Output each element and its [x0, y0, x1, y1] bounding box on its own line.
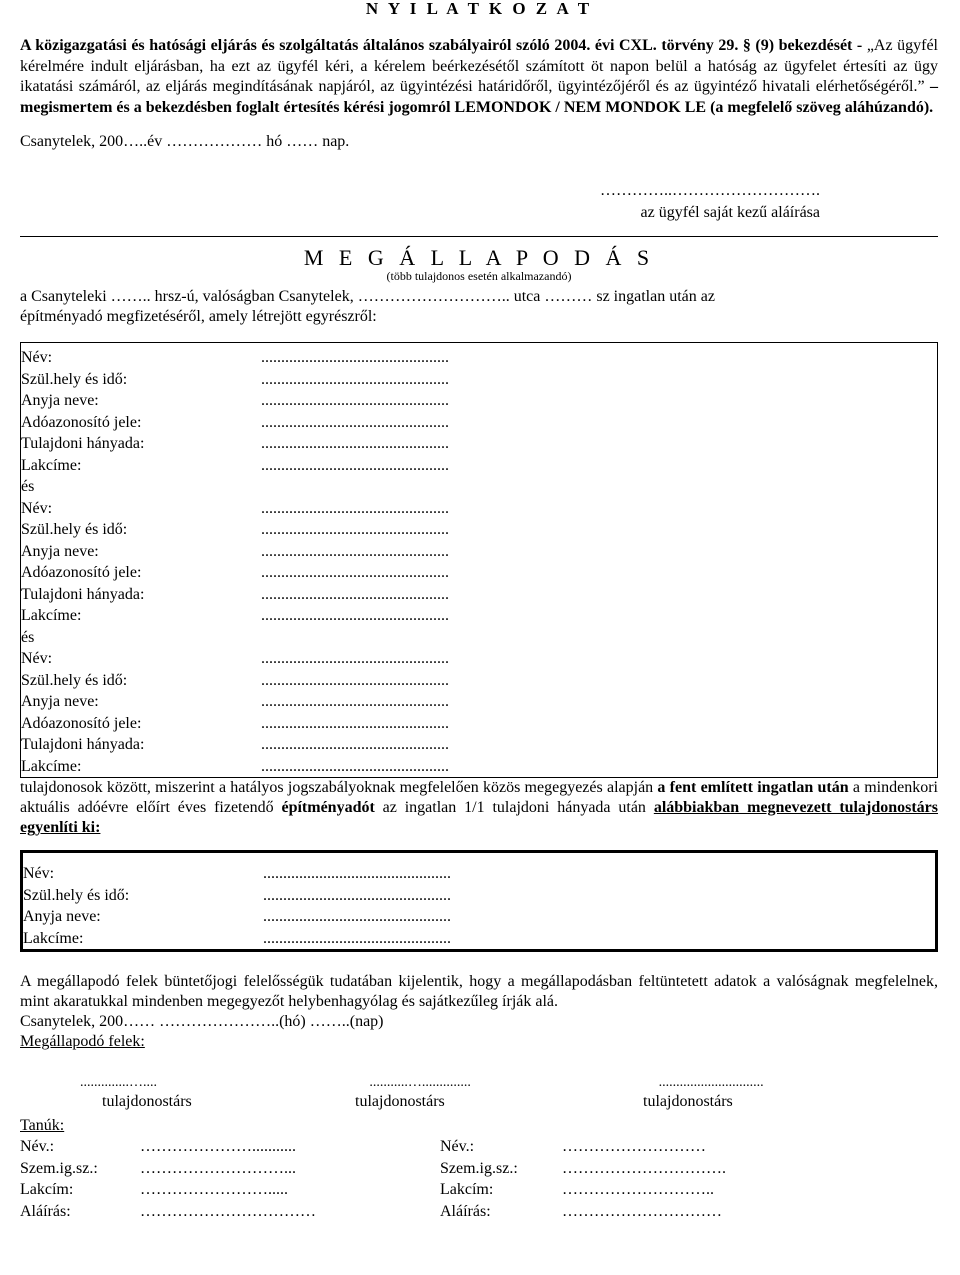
statement-quote: „Az ügyfél kérelmére indult eljárásban, ha ezt az ügyfél kéri, a kérelem beérkezésétől számított öt napon belül a hatóság az ügyfelet értesíti az ügy ikatatási számáról, az eljárás megindításának napjáról, az ügyintézési határidőről, ügyintézőjéről és az ügyintéző hivatali elérhetőségéről.”	[20, 37, 938, 95]
signature-dots: …………..……………………….	[600, 182, 820, 199]
payer-field-row	[23, 885, 935, 907]
owner-field-label: Anyja neve:	[21, 392, 99, 409]
owner-field-label: Szül.hely és idő:	[21, 521, 128, 538]
document-title: N Y I L A T K O Z A T	[365, 0, 593, 18]
owner-field-row	[21, 369, 937, 391]
owner-field-value-dots[interactable]: ...............................................	[261, 585, 449, 603]
divider	[20, 236, 938, 237]
owner-field-row	[21, 713, 937, 735]
owner-field-row	[21, 562, 937, 584]
owner-field-value-dots[interactable]: ...............................................	[261, 349, 449, 366]
owner-field-label: Név:	[21, 499, 53, 517]
party-signature-dots	[20, 1074, 938, 1092]
witness2-label: Aláírás:	[440, 1202, 491, 1220]
owner-field-label: Lakcíme:	[21, 607, 82, 624]
owner-field-label: Szül.hely és idő:	[21, 671, 128, 689]
owner-field-value-dots[interactable]: ...............................................	[261, 757, 449, 775]
owner-field-value-dots[interactable]: ...............................................	[261, 650, 449, 667]
owner-field-label: Név:	[21, 650, 53, 667]
witness1-label: Szem.ig.sz.:	[20, 1159, 98, 1177]
party-sig-label-2: tulajdonostárs	[355, 1093, 445, 1110]
date-line: Csanytelek, 200…..év ……………… hó …… nap.	[20, 133, 350, 150]
owners-text-e: az ingatlan 1/1 tulajdoni hányada után	[374, 799, 654, 816]
owner-field-value-dots[interactable]: ...............................................	[261, 413, 449, 431]
witness-row	[20, 1201, 938, 1223]
owners-list	[21, 347, 937, 777]
owner-field-row	[21, 691, 937, 713]
closing-paragraph: A megállapodó felek büntetőjogi felelősségük tudatában kijelentik, hogy a megállapodásban feltüntetett adatok a valóságnak megfelelnek, mint akaratukkal mindenben megegyezőt helybenhagyólag és sajátkezűleg írják alá.	[20, 973, 938, 1010]
closing-date: Csanytelek, 200…… …………………..(hó) ……..(nap)	[20, 1013, 384, 1030]
owner-field-label: Adóazonosító jele:	[21, 714, 142, 732]
owner-field-value-dots[interactable]: ...............................................	[261, 370, 449, 388]
witness-row	[20, 1136, 938, 1158]
owners-text-a: tulajdonosok között, miszerint a hatályos jogszabályoknak megfelelően közös megegyezés alapján	[20, 779, 658, 796]
owner-field-label: Tulajdoni hányada:	[21, 435, 145, 452]
owner-field-value-dots[interactable]: ...............................................	[261, 714, 449, 732]
owner-separator: és	[21, 478, 35, 495]
party-sig-label-1: tulajdonostárs	[102, 1093, 192, 1110]
owner-field-label: Tulajdoni hányada:	[21, 736, 145, 753]
witness-row	[20, 1179, 938, 1201]
witnesses-list	[20, 1136, 938, 1222]
owner-field-label: Név:	[21, 349, 53, 366]
owner-field-row	[21, 347, 937, 369]
witness2-label: Szem.ig.sz.:	[440, 1159, 518, 1177]
party-signature-labels	[20, 1092, 938, 1112]
owners-text-b: a fent említett ingatlan után	[657, 779, 849, 796]
payer-field-value-dots[interactable]: ...............................................	[263, 908, 451, 925]
owner-field-label: Anyja neve:	[21, 542, 99, 560]
owner-field-row	[21, 541, 937, 563]
witness2-value[interactable]: ………………………….	[562, 1159, 726, 1177]
agreement-title: M E G Á L L A P O D Á S	[303, 245, 655, 270]
payer-field-value-dots[interactable]: ...............................................	[263, 886, 451, 904]
owner-separator: és	[21, 628, 35, 646]
owner-field-row	[21, 498, 937, 520]
owner-field-label: Lakcíme:	[21, 757, 82, 775]
signature-label: az ügyfél saját kezű aláírása	[640, 204, 820, 221]
owner-field-value-dots[interactable]: ...............................................	[261, 607, 449, 624]
agreement-intro-line2: építményadó megfizetéséről, amely létrejött egyrészről:	[20, 308, 377, 325]
witness1-value[interactable]: …………………...........	[140, 1138, 296, 1155]
party-sig-label-3: tulajdonostárs	[643, 1093, 733, 1110]
owner-field-value-dots[interactable]: ...............................................	[261, 521, 449, 538]
owner-field-row	[21, 455, 937, 477]
owner-field-label: Szül.hely és idő:	[21, 370, 128, 388]
owner-field-row	[21, 648, 937, 670]
owner-field-label: Adóazonosító jele:	[21, 413, 142, 431]
owner-field-label: Lakcíme:	[21, 456, 82, 474]
owner-field-label: Adóazonosító jele:	[21, 564, 142, 581]
owner-field-value-dots[interactable]: ...............................................	[261, 693, 449, 710]
party-sig-dots-2: ...........…..............	[369, 1075, 471, 1090]
owner-field-value-dots[interactable]: ...............................................	[261, 564, 449, 581]
payer-field-row	[23, 863, 935, 885]
payer-field-row	[23, 906, 935, 928]
witness1-value[interactable]: ……………………………	[140, 1202, 316, 1220]
payer-field-label: Anyja neve:	[23, 908, 101, 925]
payer-field-value-dots[interactable]: ...............................................	[263, 929, 451, 947]
owner-field-row	[21, 433, 937, 455]
payer-field-label: Név:	[23, 865, 55, 882]
statement-part2: – megismertem és a bekezdésben foglalt értesítés kérési jogomról LEMONDOK / NEM MONDOK LE (a megfelelő szöveg aláhúzandó).	[20, 78, 939, 116]
witness1-label: Aláírás:	[20, 1202, 71, 1220]
owner-field-value-dots[interactable]: ...............................................	[261, 542, 449, 560]
statement-paragraph	[20, 36, 938, 118]
witnesses-label: Tanúk:	[20, 1117, 65, 1134]
owners-text-d: építményadót	[281, 799, 375, 816]
owner-field-value-dots[interactable]: ...............................................	[261, 671, 449, 689]
statement-part1: A közigazgatási és hatósági eljárás és szolgáltatás általános szabályairól szóló 2004. évi CXL. törvény 29. § (9) bekezdését -	[20, 37, 867, 54]
owner-field-value-dots[interactable]: ...............................................	[261, 392, 449, 409]
witness2-value[interactable]: ………………………	[562, 1138, 706, 1155]
owners-text-f: alábbiakban megnevezett tulajdonostárs egyenlíti ki:	[20, 799, 939, 836]
party-sig-dots-1: ..............…....	[80, 1075, 157, 1090]
witness1-value[interactable]: …………………….....	[140, 1181, 288, 1198]
agreement-subtitle: (több tulajdonos esetén alkalmazandó)	[386, 269, 572, 283]
witness1-label: Név.:	[20, 1138, 55, 1155]
witness2-label: Név.:	[440, 1138, 475, 1155]
owner-field-row	[21, 605, 937, 627]
owner-field-row	[21, 584, 937, 606]
owner-field-value-dots[interactable]: ...............................................	[261, 435, 449, 452]
witness2-value[interactable]: ………………………..	[562, 1181, 714, 1198]
owners-text-c: a mindenkori aktuális adóévre előírt éves fizetendő	[20, 779, 938, 816]
owner-field-row	[21, 412, 937, 434]
owner-field-row	[21, 390, 937, 412]
witness-row	[20, 1158, 938, 1180]
owner-field-value-dots[interactable]: ...............................................	[261, 736, 449, 753]
owner-field-row	[21, 734, 937, 756]
owners-paragraph	[20, 778, 938, 838]
agreement-intro-line1: a Csanyteleki …….. hrsz-ú, valóságban Csanytelek, ……………………….. utca ……… sz ingatlan után az	[20, 288, 715, 305]
owners-box	[20, 342, 938, 778]
payer-list	[23, 863, 935, 949]
witness1-label: Lakcím:	[20, 1181, 74, 1198]
owner-field-row	[21, 519, 937, 541]
witness2-label: Lakcím:	[440, 1181, 494, 1198]
payer-box	[20, 850, 938, 952]
party-sig-dots-3: ..............................	[658, 1075, 764, 1090]
owner-field-value-dots[interactable]: ...............................................	[261, 456, 449, 474]
owner-field-row	[21, 670, 937, 692]
parties-label: Megállapodó felek:	[20, 1033, 145, 1050]
payer-field-row	[23, 928, 935, 950]
owner-field-value-dots[interactable]: ...............................................	[261, 499, 449, 517]
payer-field-label: Lakcíme:	[23, 929, 84, 947]
owner-field-label: Tulajdoni hányada:	[21, 585, 145, 603]
owner-field-row	[21, 756, 937, 778]
witness1-value[interactable]: ………………………...	[140, 1159, 296, 1177]
payer-field-value-dots[interactable]: ...............................................	[263, 865, 451, 882]
witness2-value[interactable]: …………………………	[562, 1202, 722, 1220]
payer-field-label: Szül.hely és idő:	[23, 886, 130, 904]
owner-field-label: Anyja neve:	[21, 693, 99, 710]
